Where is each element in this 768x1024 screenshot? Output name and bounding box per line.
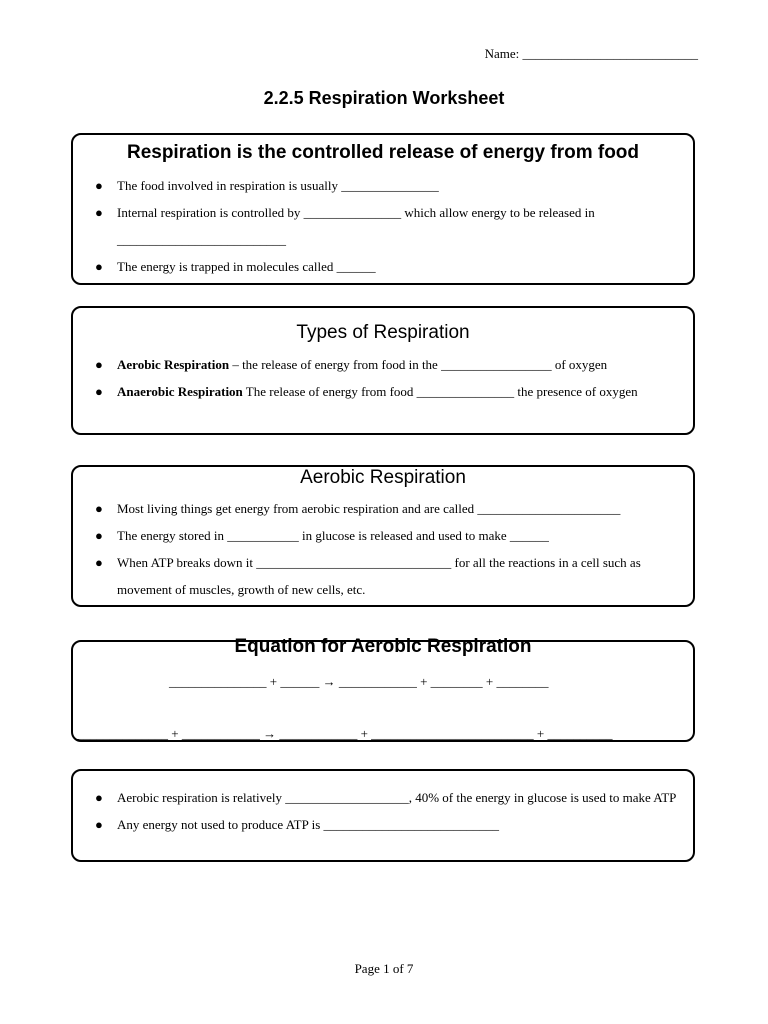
bullet-icon: ● (95, 790, 103, 805)
bullet-icon: ● (95, 817, 103, 832)
item-text: When ATP breaks down it ______________________________ for all the reactions in a cell such as movement of muscles, growth of new cells, etc. (117, 555, 641, 597)
list-item (73, 172, 693, 199)
item-text: Most living things get energy from aerobic respiration and are called ______________________ (117, 501, 621, 516)
list-item (73, 549, 693, 603)
term-aerobic: Aerobic Respiration (117, 357, 230, 372)
list-item (73, 495, 693, 522)
bullet-icon: ● (95, 357, 103, 372)
bullet-icon: ● (95, 555, 103, 570)
list-item (73, 253, 693, 280)
list-item (73, 811, 693, 838)
bullet-icon: ● (95, 384, 103, 399)
list-item (73, 351, 693, 378)
bullet-icon: ● (95, 205, 103, 220)
item-text: The release of energy from food _______________ the presence of oxygen (242, 384, 638, 399)
list-item (73, 378, 693, 405)
item-text: The food involved in respiration is usually _______________ (117, 178, 439, 193)
word-equation-line: _______________ + ______ → ____________ + ________ + ________ (169, 674, 549, 689)
box-heading: Aerobic Respiration (300, 467, 466, 488)
item-text: Aerobic respiration is relatively ___________________, 40% of the energy in glucose is used to make ATP (117, 790, 677, 805)
bullet-icon: ● (95, 528, 103, 543)
bullet-icon: ● (95, 178, 103, 193)
box-heading: Types of Respiration (296, 322, 470, 343)
term-anaerobic: Anaerobic Respiration (117, 384, 243, 399)
list-item (73, 522, 693, 549)
box-efficiency (71, 769, 695, 862)
item-text: Internal respiration is controlled by _______________ which allow energy to be released in __________________________ (117, 205, 595, 247)
box-aerobic-respiration (71, 465, 695, 607)
bullet-icon: ● (95, 501, 103, 516)
name-field-label: Name: ___________________________ (484, 46, 698, 61)
symbol-equation-line: ______________ + ____________ → ____________ + _________________________ + __________ (77, 726, 613, 741)
page-number: Page 1 of 7 (354, 961, 414, 976)
item-text: Any energy not used to produce ATP is ___________________________ (117, 817, 500, 832)
box-equation (71, 636, 695, 742)
item-text: – the release of energy from food in the _________________ of oxygen (229, 357, 608, 372)
box-heading: Respiration is the controlled release of energy from food (126, 142, 640, 163)
item-text: The energy stored in ___________ in glucose is released and used to make ______ (117, 528, 549, 543)
bullet-icon: ● (95, 259, 103, 274)
page-title: 2.2.5 Respiration Worksheet (263, 88, 505, 108)
box-heading: Equation for Aerobic Respiration (234, 636, 532, 657)
item-text: The energy is trapped in molecules called ______ (117, 259, 376, 274)
box-controlled-release (71, 133, 695, 285)
list-item (73, 784, 693, 811)
box-types-of-respiration (71, 306, 695, 435)
list-item (73, 199, 693, 253)
